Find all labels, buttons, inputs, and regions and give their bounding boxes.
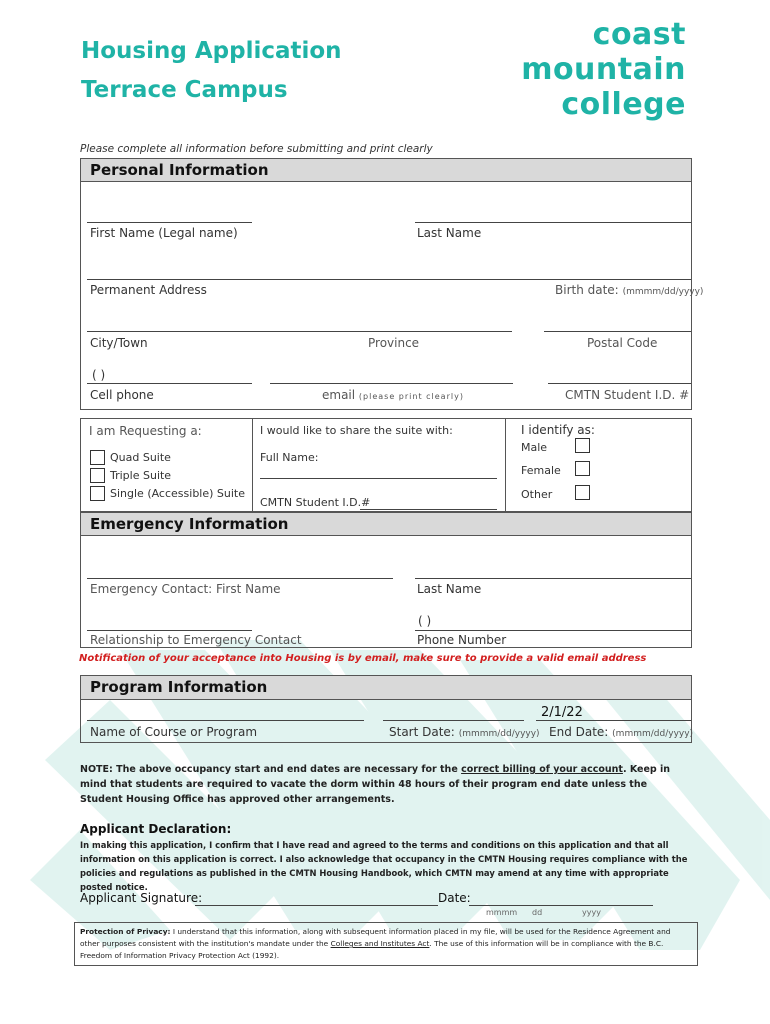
- emergency-last-name-label: Last Name: [417, 582, 482, 596]
- date-part-yyyy: yyyy: [582, 908, 601, 917]
- identify-other-label: Other: [521, 488, 553, 501]
- note-link: correct billing of your account: [461, 764, 623, 775]
- privacy-act-link: Colleges and Institutes Act: [330, 939, 430, 948]
- emergency-first-name-label: Emergency Contact: First Name: [90, 582, 281, 596]
- first-name-field[interactable]: [87, 222, 252, 223]
- share-full-name-field[interactable]: [260, 478, 497, 479]
- relationship-field[interactable]: [87, 630, 252, 631]
- end-date-field[interactable]: [536, 720, 691, 721]
- cell-phone-label: Cell phone: [90, 388, 154, 402]
- privacy-label: Protection of Privacy:: [80, 927, 171, 936]
- declaration-text: In making this application, I confirm that I have read and agreed to the terms and conditions on this application and that all information on this application is correct. I also acknowledge that occupancy in the CMTN Housing requires compliance with the policies and regulations as published in the CMTN Housing Handbook, which CMTN may amend at any time with appropriate posted notice.: [80, 840, 688, 892]
- logo-word-college: college: [561, 87, 686, 122]
- email-notification: Notification of your acceptance into Housing is by email, make sure to provide a valid email address: [79, 653, 647, 664]
- request-heading: I am Requesting a:: [89, 424, 202, 438]
- end-date-label: [549, 725, 693, 739]
- end-date-text: End Date:: [549, 725, 609, 739]
- signature-date-field[interactable]: [469, 905, 653, 906]
- share-student-id-field[interactable]: [360, 509, 497, 510]
- last-name-label: Last Name: [417, 226, 482, 240]
- birth-date-label: [555, 283, 703, 297]
- form-title: [81, 32, 342, 110]
- share-student-id-label: CMTN Student I.D.#: [260, 496, 371, 509]
- declaration-heading: Applicant Declaration:: [80, 822, 232, 836]
- date-label: Date:: [438, 891, 471, 905]
- emergency-phone-label: Phone Number: [417, 633, 507, 647]
- instructions: Please complete all information before submitting and print clearly: [80, 143, 433, 155]
- signature-label: Applicant Signature:: [80, 891, 203, 905]
- cell-phone-field[interactable]: [87, 383, 252, 384]
- end-date-value[interactable]: 2/1/22: [541, 705, 583, 720]
- section-emergency-heading: Emergency Information: [80, 512, 692, 536]
- birth-date-text: Birth date:: [555, 283, 619, 297]
- college-logo: [520, 17, 686, 122]
- emergency-first-name-field[interactable]: [87, 578, 393, 579]
- date-part-mm: mmmm: [486, 908, 518, 917]
- title-line-2: Terrace Campus: [81, 77, 288, 103]
- identify-female-label: Female: [521, 464, 561, 477]
- logo-word-mountain: mountain: [521, 52, 686, 87]
- start-date-label: [389, 725, 540, 739]
- emergency-phone-parens: ( ): [418, 614, 432, 628]
- privacy-text-2: . The use of this information will be in compliance with the B.C. Freedom of Information Privacy Protection Act (1992).: [80, 939, 664, 960]
- single-suite-label: Single (Accessible) Suite: [110, 487, 246, 500]
- single-suite-checkbox[interactable]: [90, 486, 105, 501]
- note-text-2: . Keep in mind that students are required to vacate the dorm within 48 hours of their program end date unless the Student Housing Office has approved other arrangements.: [80, 764, 671, 805]
- section-program-heading: Program Information: [80, 675, 692, 700]
- emergency-last-name-field[interactable]: [415, 578, 691, 579]
- quad-suite-checkbox[interactable]: [90, 450, 105, 465]
- course-field[interactable]: [87, 720, 364, 721]
- student-id-label: CMTN Student I.D. #: [565, 388, 690, 402]
- section-personal-heading: Personal Information: [80, 158, 692, 182]
- province-label: Province: [368, 336, 420, 350]
- emergency-phone-field[interactable]: [415, 630, 691, 631]
- signature-field[interactable]: [195, 905, 438, 906]
- email-field[interactable]: [270, 383, 513, 384]
- identify-female-checkbox[interactable]: [575, 461, 590, 476]
- share-full-name-label: Full Name:: [260, 451, 319, 464]
- identify-male-label: Male: [521, 441, 548, 454]
- course-label: Name of Course or Program: [90, 725, 258, 739]
- triple-suite-label: Triple Suite: [110, 469, 172, 482]
- logo-word-coast: coast: [592, 17, 686, 52]
- first-name-label: First Name (Legal name): [90, 226, 238, 240]
- divider-1: [252, 418, 253, 512]
- email-label: [322, 388, 464, 402]
- birth-date-format: (mmmm/dd/yyyy): [622, 287, 704, 297]
- postal-code-label: Postal Code: [587, 336, 658, 350]
- note-text-1: NOTE: The above occupancy start and end dates are necessary for the: [80, 764, 462, 775]
- last-name-field[interactable]: [415, 222, 691, 223]
- share-heading: I would like to share the suite with:: [260, 424, 453, 437]
- privacy-text-1: I understand that this information, along with subsequent information placed in my file, will be used for the Residence Agreement and other purposes consistent with the institution's mandate under the: [80, 927, 671, 948]
- email-note: (please print clearly): [358, 392, 464, 401]
- identify-male-checkbox[interactable]: [575, 438, 590, 453]
- city-province-field[interactable]: [87, 331, 512, 332]
- cell-phone-parens: ( ): [92, 368, 106, 382]
- triple-suite-checkbox[interactable]: [90, 468, 105, 483]
- postal-code-field[interactable]: [544, 331, 691, 332]
- privacy-box: [74, 922, 698, 966]
- address-label: Permanent Address: [90, 283, 207, 297]
- start-date-format: (mmmm/dd/yyyy): [458, 729, 540, 739]
- divider-2: [505, 418, 506, 512]
- occupancy-note: [80, 762, 690, 807]
- title-line-1: Housing Application: [81, 38, 342, 64]
- quad-suite-label: Quad Suite: [110, 451, 171, 464]
- city-label: City/Town: [90, 336, 148, 350]
- relationship-label: Relationship to Emergency Contact: [90, 633, 302, 647]
- identify-other-checkbox[interactable]: [575, 485, 590, 500]
- end-date-format: (mmmm/dd/yyyy): [612, 729, 694, 739]
- start-date-text: Start Date:: [389, 725, 455, 739]
- email-text: email: [322, 388, 356, 402]
- date-part-dd: dd: [532, 908, 543, 917]
- identify-heading: I identify as:: [521, 423, 595, 437]
- student-id-field[interactable]: [548, 383, 691, 384]
- start-date-field[interactable]: [383, 720, 524, 721]
- address-field[interactable]: [87, 279, 691, 280]
